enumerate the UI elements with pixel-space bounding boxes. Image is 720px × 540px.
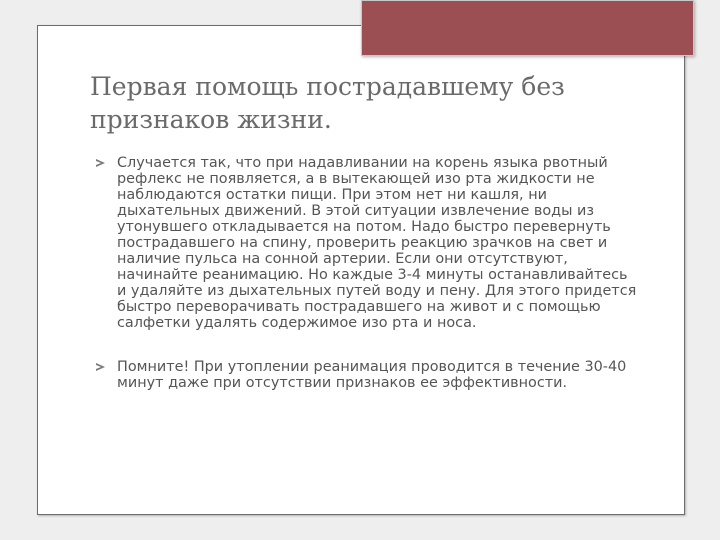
accent-block xyxy=(361,0,694,56)
bullet-item xyxy=(96,155,641,331)
bullet-item xyxy=(96,359,641,391)
bullet-list xyxy=(96,155,641,419)
bullet-arrow-icon xyxy=(96,159,105,167)
bullet-text: Помните! При утоплении реанимация проводится в течение 30-40 минут даже при отсутствии признаков ее эффективности. xyxy=(117,359,627,391)
bullet-arrow-icon xyxy=(96,363,105,371)
bullet-text: Случается так, что при надавливании на корень языка рвотный рефлекс не появляется, а в вытекающей изо рта жидкости не наблюдаются остатки пищи. При этом нет ни кашля, ни дыхательных движений. В этой ситуации извлечение воды из утонувшего откладывается на потом. Надо быстро перевернуть пострадавшего на спину, проверить реакцию зрачков на свет и наличие пульса на сонной артерии. Если они отсутствуют, начинайте реанимацию. Но каждые 3-4 минуты останавливайтесь и удаляйте из дыхательных путей воду и пену. Для этого придется быстро переворачивать пострадавшего на живот и с помощью салфетки удалять содержимое изо рта и носа. xyxy=(117,155,637,331)
slide-title: Первая помощь пострадавшему без признаков жизни. xyxy=(90,72,565,134)
